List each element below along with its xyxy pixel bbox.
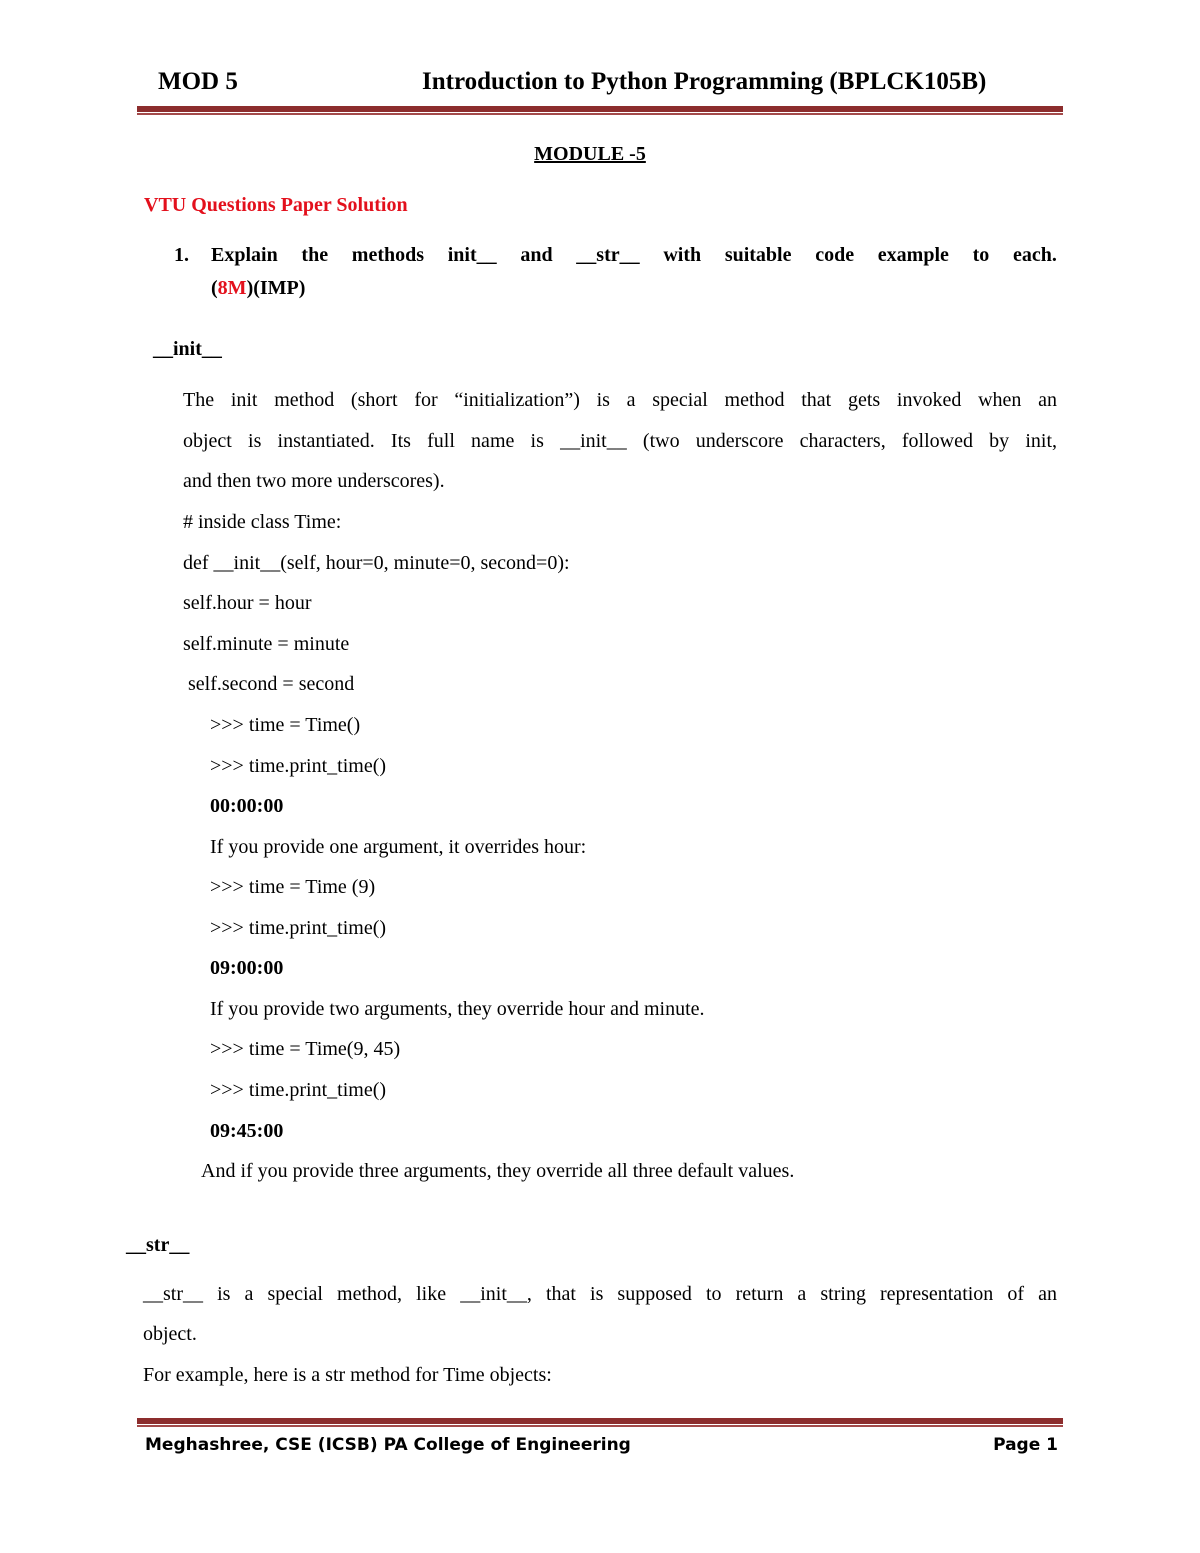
example-line: >>> time = Time(9, 45) — [210, 1038, 401, 1060]
example-note: And if you provide three arguments, they override all three default values. — [201, 1160, 795, 1182]
header-rule-thin — [137, 113, 1063, 115]
str-para-line3: For example, here is a str method for Time objects: — [143, 1364, 552, 1386]
question-word: the — [301, 244, 329, 266]
init-heading: __init__ — [153, 338, 222, 360]
question-word: methods — [351, 244, 425, 266]
example-line: >>> time.print_time() — [210, 755, 387, 777]
code-line: self.hour = hour — [183, 592, 312, 614]
question-word: with — [663, 244, 702, 266]
example-note: If you provide one argument, it overrides hour: — [210, 836, 587, 858]
footer-rule — [137, 1418, 1063, 1424]
init-para-line2: object is instantiated. Its full name is __init__ (two underscore characters, followed by init, — [183, 430, 1057, 452]
str-para-line1: __str__ is a special method, like __init__, that is supposed to return a string representation of an — [143, 1283, 1057, 1305]
question-word: init__ — [447, 244, 497, 266]
question-marks: (8M)(IMP) — [211, 277, 306, 299]
question-word: and — [520, 244, 553, 266]
header-course: Introduction to Python Programming (BPLCK105B) — [422, 68, 987, 95]
example-output: 09:00:00 — [210, 957, 284, 979]
header-module: MOD 5 — [158, 68, 238, 95]
example-note: If you provide two arguments, they override hour and minute. — [210, 998, 705, 1020]
question-word: to — [972, 244, 990, 266]
question-word: each. — [1012, 244, 1057, 266]
question-word: Explain — [211, 244, 278, 266]
code-line: self.second = second — [188, 673, 355, 695]
question-text-line1 — [211, 244, 1057, 267]
code-line: def __init__(self, hour=0, minute=0, second=0): — [183, 552, 570, 574]
footer-rule-thin — [137, 1425, 1063, 1427]
question-number: 1. — [174, 244, 189, 266]
str-heading: __str__ — [126, 1234, 190, 1256]
footer-page-number: Page 1 — [993, 1435, 1058, 1455]
header-rule — [137, 106, 1063, 112]
question-word: suitable — [724, 244, 792, 266]
footer-author: Meghashree, CSE (ICSB) PA College of Engineering — [145, 1435, 631, 1455]
code-line: self.minute = minute — [183, 633, 350, 655]
example-output: 09:45:00 — [210, 1120, 284, 1142]
marks-value: 8M — [217, 277, 247, 299]
init-para-line3: and then two more underscores). — [183, 470, 445, 492]
section-subtitle: VTU Questions Paper Solution — [144, 194, 408, 216]
example-output: 00:00:00 — [210, 795, 284, 817]
code-line: # inside class Time: — [183, 511, 342, 533]
example-line: >>> time = Time() — [210, 714, 361, 736]
str-para-line2: object. — [143, 1323, 197, 1345]
question-word: example — [877, 244, 949, 266]
init-para-line1: The init method (short for “initialization”) is a special method that gets invoked when an — [183, 389, 1057, 411]
question-word: code — [815, 244, 855, 266]
example-line: >>> time = Time (9) — [210, 876, 376, 898]
example-line: >>> time.print_time() — [210, 1079, 387, 1101]
page-title: MODULE -5 — [534, 143, 646, 165]
example-line: >>> time.print_time() — [210, 917, 387, 939]
question-word: __str__ — [576, 244, 640, 266]
